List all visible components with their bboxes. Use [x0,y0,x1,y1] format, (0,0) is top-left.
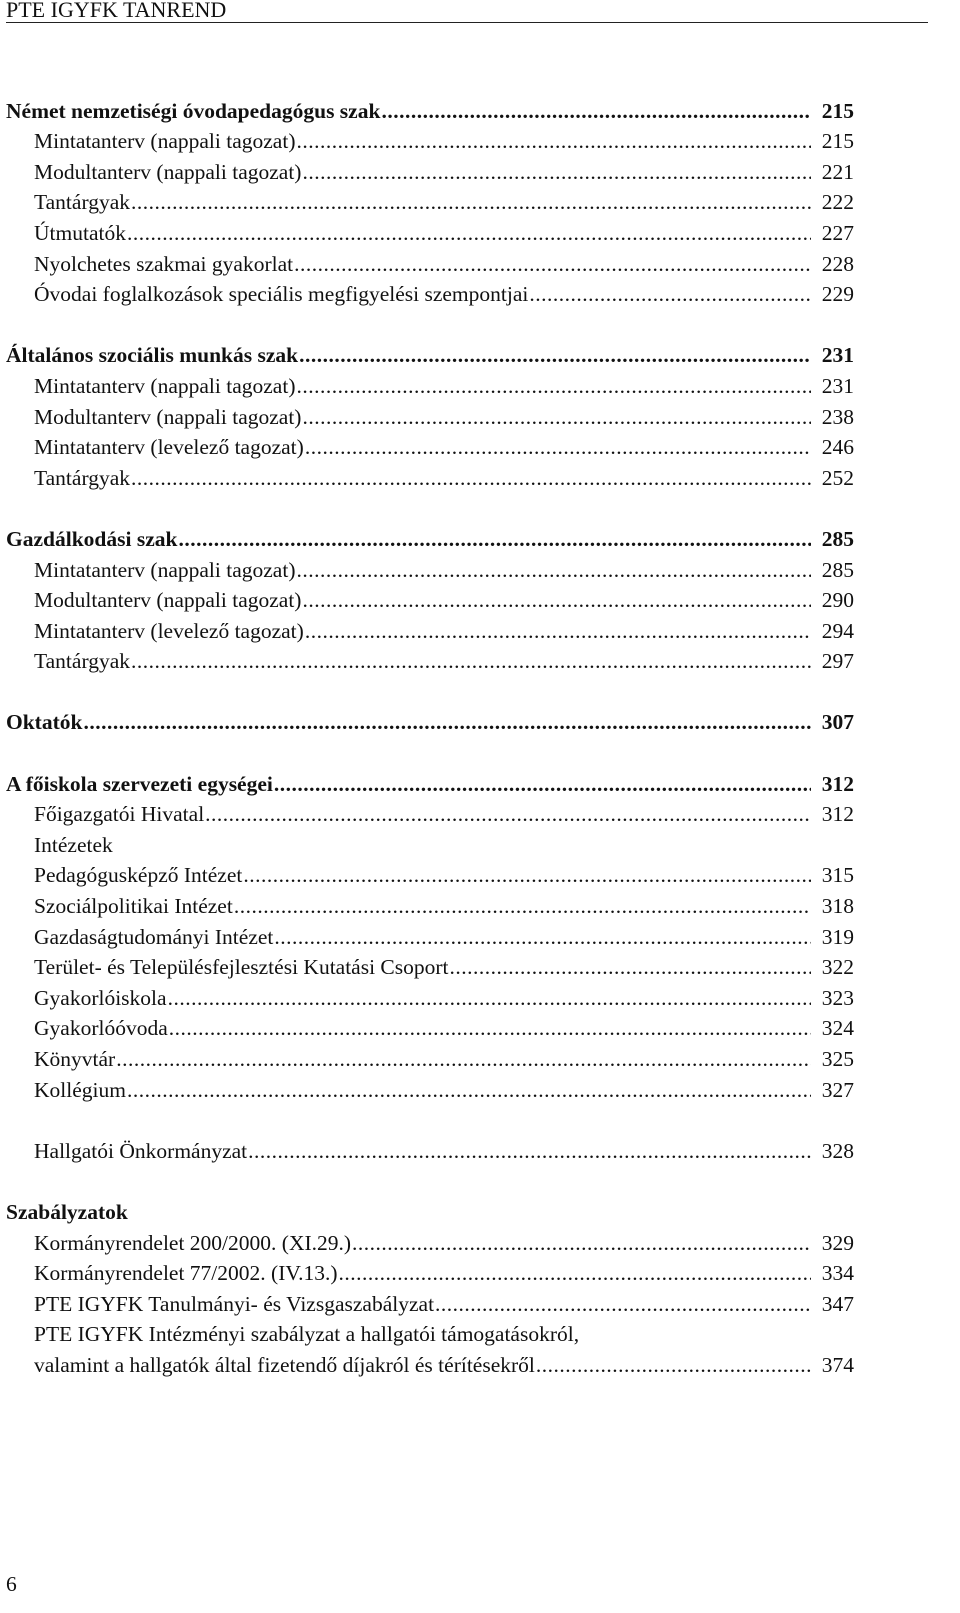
toc-entry[interactable] [6,432,854,463]
toc-entry[interactable] [6,983,854,1014]
toc-entry[interactable] [6,1319,854,1350]
toc-page-number: 294 [821,618,854,643]
toc-entry-title: Szabályzatok [6,1199,128,1224]
toc-entry[interactable] [6,646,854,677]
dot-leader [169,1013,811,1044]
toc-page-number: 290 [821,588,854,613]
toc-section-heading[interactable] [6,96,854,127]
toc-entry-title: Oktatók [6,710,83,735]
toc-entry-title: Mintatanterv (levelező tagozat) [34,618,304,643]
toc-entry-title: Gyakorlóiskola [34,985,167,1010]
toc-section-heading[interactable] [6,340,854,371]
dot-leader [116,1044,811,1075]
section-gap [6,677,854,708]
toc-entry-title: Pedagógusképző Intézet [34,863,243,888]
page-number: 6 [6,1572,17,1596]
toc-section-heading[interactable] [6,1197,854,1228]
dot-leader [131,463,811,494]
toc-page-number: 323 [821,985,854,1010]
toc-page-number: 324 [821,1016,854,1041]
toc-entry-title: Óvodai foglalkozások speciális megfigyelési szempontjai [34,282,529,307]
toc-entry[interactable] [6,1228,854,1259]
toc-entry[interactable] [6,1289,854,1320]
dot-leader [435,1289,811,1320]
toc-entry[interactable] [6,1075,854,1106]
toc-entry-title: A főiskola szervezeti egységei [6,771,273,796]
toc-entry-title: Gazdálkodási szak [6,526,178,551]
toc-page-number: 228 [821,251,854,276]
toc-entry-title: PTE IGYFK Intézményi szabályzat a hallgatói támogatásokról, [34,1322,580,1347]
toc-entry-title: Kormányrendelet 200/2000. (XI.29.) [34,1230,352,1255]
toc-page-number: 374 [821,1352,854,1377]
dot-leader [339,1258,811,1289]
dot-leader [127,1075,811,1106]
toc-entry-title: Útmutatók [34,220,126,245]
dot-leader [178,524,811,555]
dot-leader [296,555,811,586]
dot-leader [305,616,811,647]
toc-entry-title: Tantárgyak [34,465,131,490]
toc-entry[interactable] [6,157,854,188]
dot-leader [243,860,811,891]
section-gap [6,1166,854,1197]
dot-leader [127,218,811,249]
dot-leader [450,952,811,983]
toc-entry[interactable] [6,585,854,616]
toc-entry[interactable] [6,371,854,402]
toc-page-number: 307 [821,710,854,735]
toc-entry[interactable] [6,952,854,983]
dot-leader [296,126,811,157]
dot-leader [168,983,811,1014]
dot-leader [352,1228,811,1259]
toc-page-number: 329 [821,1230,854,1255]
table-of-contents [6,65,854,1381]
toc-entry[interactable] [6,187,854,218]
toc-page-number: 297 [821,649,854,674]
toc-page-number: 285 [821,526,854,551]
toc-entry[interactable] [6,860,854,891]
toc-page-number: 227 [821,220,854,245]
toc-page-number: 221 [821,159,854,184]
toc-entry[interactable] [6,799,854,830]
toc-page-number: 252 [821,465,854,490]
toc-section-heading[interactable] [6,524,854,555]
section-gap [6,65,854,96]
dot-leader [274,769,811,800]
toc-page-number: 322 [821,955,854,980]
dot-leader [248,1136,811,1167]
toc-page-number: 347 [821,1291,854,1316]
toc-entry-title: Mintatanterv (nappali tagozat) [34,129,296,154]
toc-entry-title: Német nemzetiségi óvodapedagógus szak [6,98,381,123]
toc-section-heading[interactable] [6,707,854,738]
toc-entry-title: Kormányrendelet 77/2002. (IV.13.) [34,1261,338,1286]
dot-leader [381,96,811,127]
toc-entry-title: Modultanterv (nappali tagozat) [34,404,302,429]
toc-entry[interactable] [6,463,854,494]
toc-entry-title: Könyvtár [34,1047,116,1071]
toc-entry-title: Mintatanterv (nappali tagozat) [34,557,296,582]
toc-section-heading[interactable] [6,769,854,800]
dot-leader [296,371,811,402]
toc-page-number: 315 [821,863,854,888]
toc-entry[interactable] [6,830,854,861]
dot-leader [302,402,811,433]
dot-leader [302,585,811,616]
dot-leader [529,279,811,310]
toc-entry[interactable] [6,1013,854,1044]
toc-entry-title: Intézetek [34,832,113,857]
dot-leader [305,432,811,463]
dot-leader [83,707,811,738]
dot-leader [234,891,811,922]
toc-page-number: 215 [821,98,854,123]
toc-entry-title: Mintatanterv (nappali tagozat) [34,373,296,398]
toc-entry-title: Szociálpolitikai Intézet [34,894,233,919]
toc-entry-title: Tantárgyak [34,190,131,215]
section-gap [6,1105,854,1136]
dot-leader [131,187,811,218]
toc-entry[interactable] [6,1136,854,1167]
toc-entry-title: PTE IGYFK Tanulmányi- és Vizsgaszabályzat [34,1291,435,1316]
toc-entry[interactable] [6,218,854,249]
section-gap [6,493,854,524]
toc-entry-title: Mintatanterv (levelező tagozat) [34,435,304,460]
toc-entry[interactable] [6,922,854,953]
toc-entry[interactable] [6,1258,854,1289]
toc-entry-title: valamint a hallgatók által fizetendő díjakról és térítésekről [34,1352,535,1377]
toc-entry[interactable] [6,891,854,922]
toc-page-number: 231 [821,373,854,398]
running-header [6,0,928,23]
dot-leader [299,340,811,371]
toc-page-number: 318 [821,894,854,919]
toc-entry[interactable] [6,555,854,586]
toc-entry-title: Általános szociális munkás szak [6,343,299,368]
toc-entry-title: Gazdaságtudományi Intézet [34,924,274,949]
toc-entry-title: Terület- és Településfejlesztési Kutatási Csoport [34,955,449,980]
toc-entry[interactable] [6,249,854,280]
toc-page-number: 312 [821,802,854,827]
toc-page-number: 231 [821,343,854,368]
toc-entry-title: Gyakorlóóvoda [34,1016,168,1041]
toc-page-number: 215 [821,129,854,154]
dot-leader [205,799,811,830]
toc-entry[interactable] [6,126,854,157]
section-gap [6,738,854,769]
toc-entry[interactable] [6,1350,854,1381]
toc-page-number: 238 [821,404,854,429]
toc-page-number: 334 [821,1261,854,1286]
toc-entry[interactable] [6,402,854,433]
toc-entry-title: Kollégium [34,1077,126,1102]
toc-entry-title: Főigazgatói Hivatal [34,802,205,827]
toc-entry-title: Modultanterv (nappali tagozat) [34,159,302,184]
toc-page-number: 328 [821,1138,854,1163]
dot-leader [274,922,811,953]
dot-leader [294,249,811,280]
dot-leader [536,1350,811,1381]
toc-entry[interactable] [6,616,854,647]
header-title: PTE IGYFK TANREND [6,0,227,22]
toc-page-number: 285 [821,557,854,582]
toc-entry-title: Nyolchetes szakmai gyakorlat [34,251,294,276]
toc-entry-title: Tantárgyak [34,649,131,674]
toc-page-number: 327 [821,1077,854,1102]
toc-entry[interactable] [6,1044,854,1075]
toc-page-number: 319 [821,924,854,949]
toc-entry[interactable] [6,279,854,310]
toc-page-number: 325 [821,1047,854,1071]
toc-page-number: 312 [821,771,854,796]
dot-leader [302,157,811,188]
dot-leader [131,646,811,677]
toc-entry-title: Hallgatói Önkormányzat [34,1138,248,1163]
toc-page-number: 222 [821,190,854,215]
toc-entry-title: Modultanterv (nappali tagozat) [34,588,302,613]
toc-page-number: 229 [821,282,854,307]
section-gap [6,310,854,341]
toc-page-number: 246 [821,435,854,460]
